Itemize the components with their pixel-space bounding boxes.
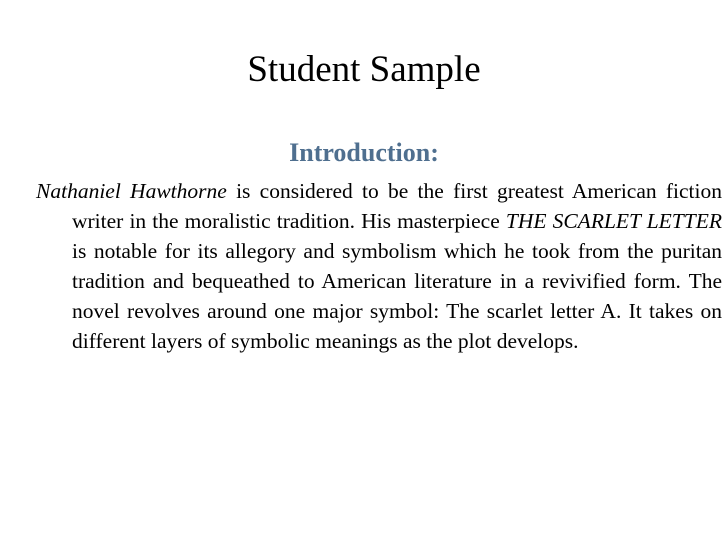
body-paragraph <box>36 176 722 356</box>
author-name: Nathaniel Hawthorne <box>36 179 227 203</box>
book-title: THE SCARLET LETTER <box>505 209 722 233</box>
paragraph-text-part1: is considered to be the first greatest American fiction writer in the moralistic tradition. His masterpiece <box>72 179 722 233</box>
slide-subtitle: Introduction: <box>289 138 439 167</box>
slide-title: Student Sample <box>247 49 481 90</box>
paragraph-text-part2: is notable for its allegory and symbolism which he took from the puritan tradition and bequeathed to American literature in a revivified form. The novel revolves around one major symbol: The scarlet letter A. It takes on different layers of symbolic meanings as the plot develops. <box>72 239 722 353</box>
